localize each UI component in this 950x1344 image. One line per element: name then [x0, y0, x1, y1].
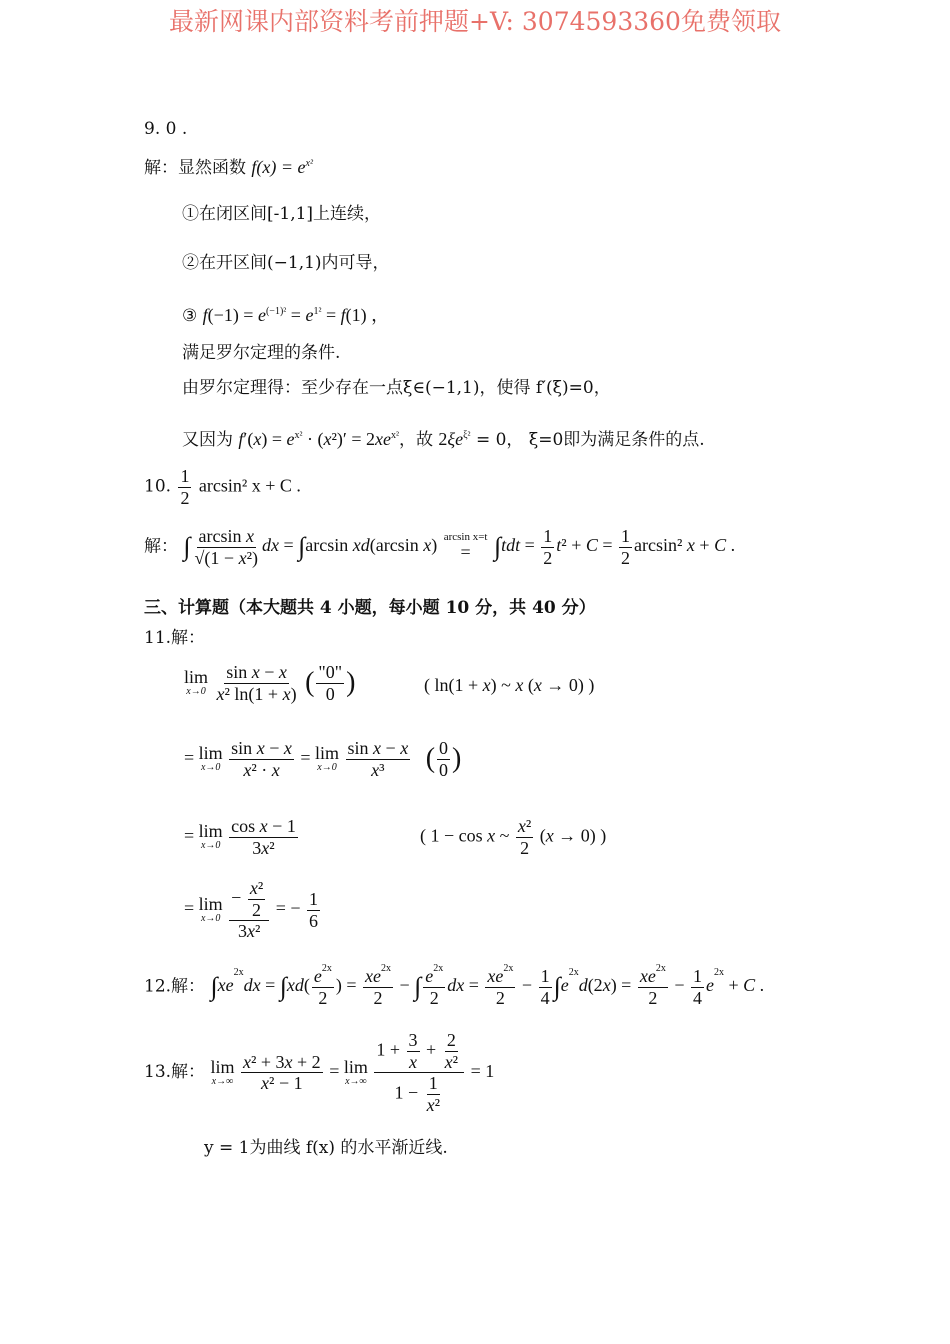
- q9-rolle: 由罗尔定理得：至少存在一点ξ∈(−1,1)，使得 f′(ξ)=0，: [182, 378, 611, 398]
- q10-half: $\frac{1}{2}$: [180, 466, 190, 508]
- q11-note-1: ( ln(1 + x) ~ x (x → 0) ): [424, 675, 595, 695]
- q9-cond-4: 满足罗尔定理的条件.: [182, 343, 341, 363]
- q11-step-2: = lim x→0 $\frac{\text{sin x − x}}{\text{x² · x}}$ = lim x→0 $\frac{\text{sin x − x}}{\text{x³}}$ ( $\frac{0}{0}$ ): [184, 738, 462, 780]
- q9-intro: 解：显然函数: [144, 158, 246, 178]
- q11-step-1: lim x→0 $\frac{\text{sin x − x}}{\text{x² ln(1 + x)}}$ ( $\frac{"0"}{0}$ ): [184, 662, 356, 704]
- q9-func: $f(x) = e^{x^2}$: [251, 157, 313, 177]
- q13-solution: 13.解： lim x→∞ $\frac{\text{x² + 3x + 2}}{\text{x² − 1}}$ = lim x→∞ 1 + $\frac{3}{x}$ + $\frac{2}{\text{x²}}$ 1 − $\frac{1}{\text{x²}}$ = 1: [144, 1030, 495, 1116]
- q10-solution: 解： ∫ $\frac{\text{arcsin x}}{\text{√(1 − x²)}}$ dx = ∫arcsin xd(arcsin x) arcsin x=t = ∫tdt = $\frac{1}{2}$ t² + C = $\frac{1}{2}$ arcsin² x + C .: [144, 526, 736, 568]
- q11-note-2: ( 1 − cos x ~ $\frac{\text{x²}}{2}$ (x → 0) ): [420, 816, 607, 858]
- q9-cond-1: ①在闭区间[-1,1]上连续，: [182, 204, 382, 224]
- section-3-title: 三、计算题（本大题共 4 小题，每小题 10 分，共 40 分）: [144, 598, 596, 618]
- q11-step-3: = lim x→0 $\frac{\text{cos x − 1}}{\text{3x²}}$: [184, 816, 296, 858]
- q12-solution: 12.解： $\int xe^{2x}dx = \int xd$( $\frac{e^{2x}}{2}$ ) = $\frac{xe^{2x}}{2}$ − ∫ $\frac{e^{2x}}{2}$ dx = $\frac{xe^{2x}}{2}$ − $\frac{1}{4}$ $\int e^{2x}d(2x)$ = $\frac{xe^{2x}}{2}$ − $\frac{1}{4}$ $e^{2x} + C$ .: [144, 963, 765, 1008]
- q9-cond-2: ②在开区间(−1,1)内可导，: [182, 253, 390, 273]
- q9-intro-line: [144, 157, 313, 178]
- q9-cond-3: ③ $f(-1) = e^{(-1)^2} = e^{1^2} = f(1)$ ，: [182, 305, 390, 326]
- q11-label: 11.解：: [144, 628, 206, 648]
- q9-answer: 9. 0 .: [144, 119, 188, 139]
- watermark-banner: 最新网课内部资料考前押题+V: 3074593360免费领取: [169, 7, 781, 36]
- q9-final: 又因为 $f'(x) = e^{x^2} \cdot (x^2)' = 2xe^{x^2}$，故 $2\xi e^{\xi^2} = 0$， ξ=0即为满足条件的点.: [182, 429, 705, 450]
- q13-conclusion: y = 1为曲线 f(x) 的水平渐近线.: [204, 1138, 448, 1158]
- q10-answer: 10. $\frac{1}{2}$ arcsin² x + C .: [144, 466, 301, 508]
- q11-step-4: = lim x→0 − $\frac{\text{x²}}{2}$ 3x² = − $\frac{1}{6}$: [184, 878, 319, 942]
